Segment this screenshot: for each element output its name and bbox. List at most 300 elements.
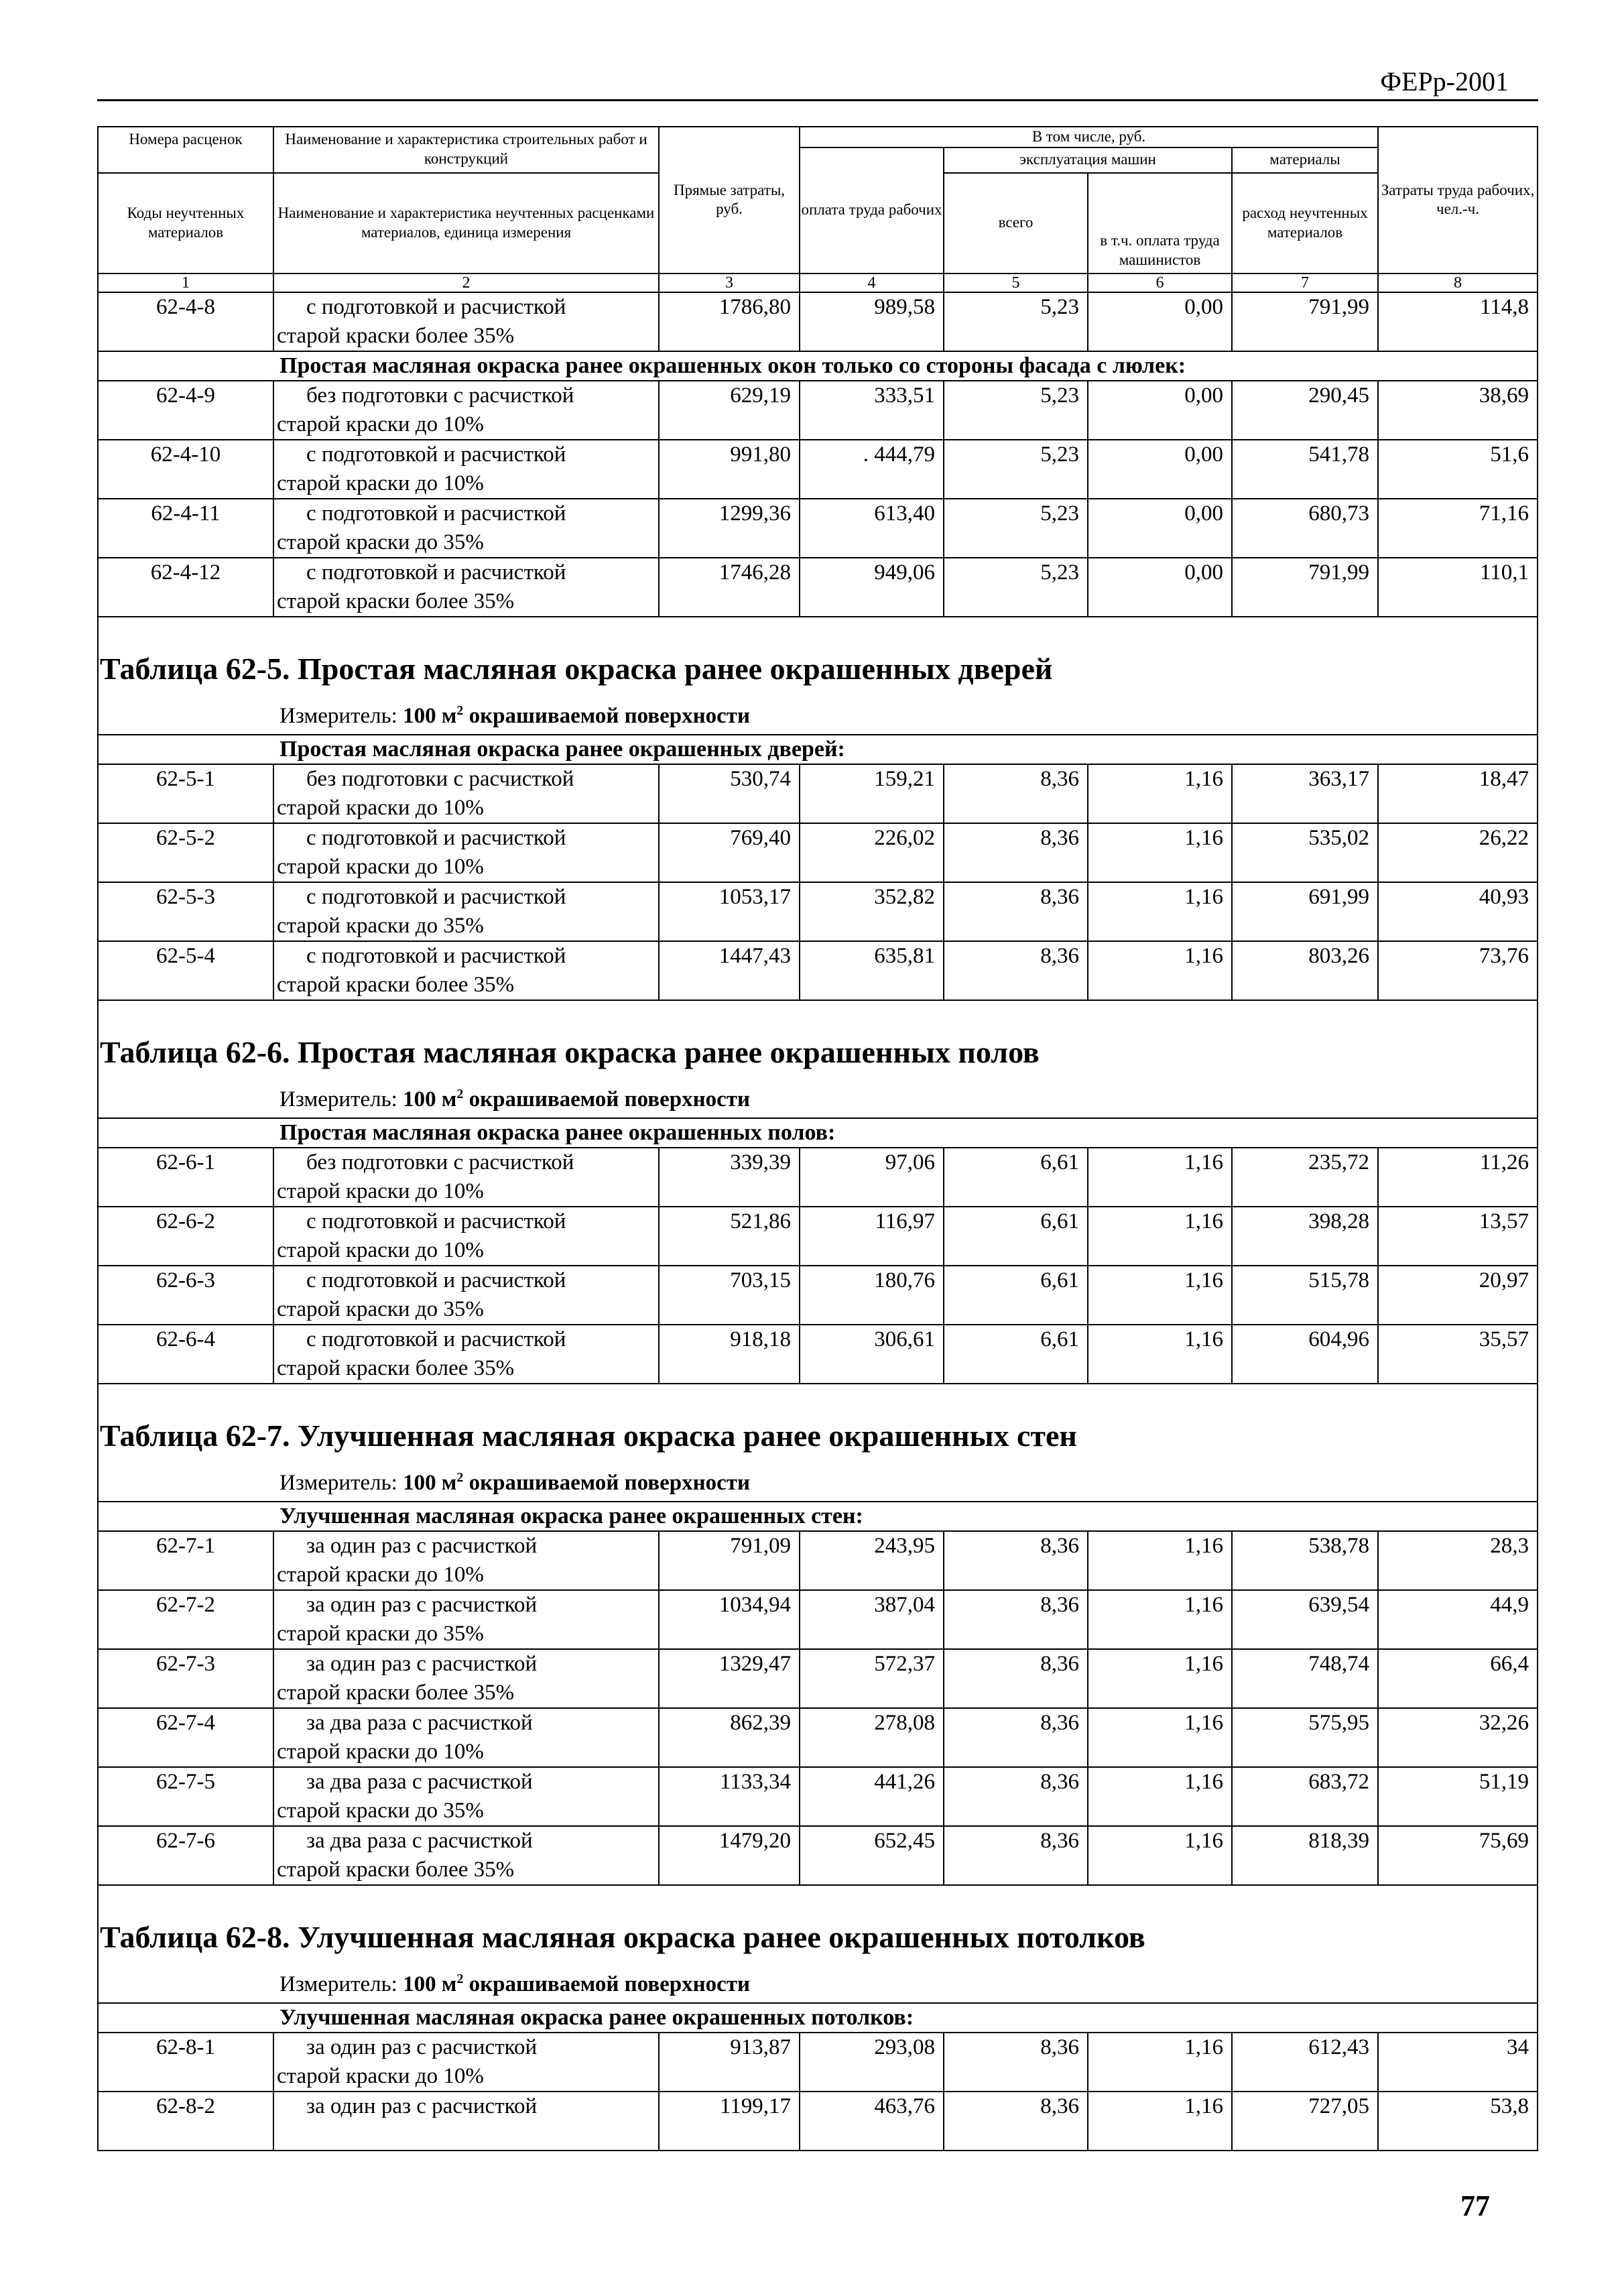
- machinist-wages: 1,16: [1088, 1266, 1232, 1325]
- labor-costs: 71,16: [1378, 499, 1538, 558]
- unit-label: Измеритель:: [279, 1087, 397, 1111]
- table-spacer: [98, 1000, 1538, 1034]
- work-description: [273, 1325, 659, 1384]
- rate-code: 62-5-1: [98, 764, 273, 823]
- work-description-line1: с подготовкой и расчисткой: [306, 560, 566, 585]
- work-description-line2: старой краски до 10%: [277, 1739, 484, 1764]
- work-description-line1: за один раз с расчисткой: [306, 1651, 538, 1676]
- unit-label: Измеритель:: [279, 1470, 397, 1495]
- section-heading-row: [98, 1502, 1538, 1531]
- direct-costs: 918,18: [659, 1325, 800, 1384]
- machines-total: 5,23: [944, 381, 1088, 440]
- labor-costs: 38,69: [1378, 381, 1538, 440]
- work-description: [273, 2033, 659, 2092]
- work-description-line1: за два раза с расчисткой: [306, 1710, 533, 1735]
- section-heading: Простая масляная окраска ранее окрашенных дверей:: [98, 735, 1538, 764]
- materials: 604,96: [1232, 1325, 1378, 1384]
- work-description-line1: с подготовкой и расчисткой: [306, 501, 566, 526]
- direct-costs: 1746,28: [659, 558, 800, 617]
- col-num: 2: [273, 274, 659, 292]
- work-description: [273, 2092, 659, 2151]
- table-title-row: [98, 1034, 1538, 1087]
- col-name-top: Наименование и характеристика строительных работ и конструкций: [273, 127, 659, 173]
- machines-total: 8,36: [944, 764, 1088, 823]
- col-labor: Затраты труда рабочих, чел.-ч.: [1378, 127, 1538, 274]
- materials: 818,39: [1232, 1826, 1378, 1885]
- table-row: [98, 1708, 1538, 1767]
- work-description-line1: за один раз с расчисткой: [306, 2094, 538, 2118]
- col-code-bottom: Коды неучтенных материалов: [98, 173, 273, 274]
- rate-code: 62-4-8: [98, 292, 273, 351]
- machinist-wages: 1,16: [1088, 1207, 1232, 1266]
- work-description-line2: старой краски до 10%: [277, 2063, 484, 2088]
- labor-costs: 32,26: [1378, 1708, 1538, 1767]
- direct-costs: 913,87: [659, 2033, 800, 2092]
- section-heading-row: [98, 1118, 1538, 1148]
- table-spacer-row: [98, 1000, 1538, 1034]
- materials: 803,26: [1232, 941, 1378, 1000]
- machines-total: 8,36: [944, 2033, 1088, 2092]
- col-direct: Прямые затраты, руб.: [659, 127, 800, 274]
- labor-costs: 26,22: [1378, 823, 1538, 882]
- work-description-line1: с подготовкой и расчисткой: [306, 1268, 566, 1292]
- worker-wages: 116,97: [800, 1207, 944, 1266]
- work-description: [273, 1148, 659, 1207]
- unit-sup: 2: [456, 1086, 464, 1101]
- machinist-wages: 1,16: [1088, 1531, 1232, 1590]
- table-row: [98, 499, 1538, 558]
- table-row: [98, 823, 1538, 882]
- rate-code: 62-8-1: [98, 2033, 273, 2092]
- work-description: [273, 1767, 659, 1826]
- table-row: [98, 2033, 1538, 2092]
- worker-wages: 949,06: [800, 558, 944, 617]
- col-num: 6: [1088, 274, 1232, 292]
- rate-code: 62-7-2: [98, 1590, 273, 1649]
- table-spacer: [98, 1384, 1538, 1418]
- work-description-line1: за два раза с расчисткой: [306, 1769, 533, 1794]
- col-num: 4: [800, 274, 944, 292]
- work-description: [273, 764, 659, 823]
- table-row: [98, 381, 1538, 440]
- machines-total: 5,23: [944, 558, 1088, 617]
- labor-costs: 35,57: [1378, 1325, 1538, 1384]
- price-table: [97, 126, 1538, 2151]
- work-description-line2: старой краски до 35%: [277, 1621, 484, 1646]
- work-description: [273, 1590, 659, 1649]
- rate-code: 62-7-1: [98, 1531, 273, 1590]
- measurement-unit: [98, 1470, 1538, 1502]
- col-machines: эксплуатация машин: [944, 147, 1232, 173]
- section-heading: Простая масляная окраска ранее окрашенных окон только со стороны фасада с люлек:: [98, 351, 1538, 381]
- unit-rest: окрашиваемой поверхности: [463, 1470, 751, 1495]
- section-heading: Улучшенная масляная окраска ранее окрашенных стен:: [98, 1502, 1538, 1531]
- measurement-unit-row: [98, 1972, 1538, 2003]
- table-title-row: [98, 651, 1538, 703]
- table-row: [98, 440, 1538, 499]
- col-machines-total: всего: [944, 173, 1088, 274]
- labor-costs: 11,26: [1378, 1148, 1538, 1207]
- labor-costs: 28,3: [1378, 1531, 1538, 1590]
- column-numbers-row: [98, 274, 1538, 292]
- machines-total: 5,23: [944, 499, 1088, 558]
- table-spacer: [98, 617, 1538, 651]
- work-description-line2: старой краски до 35%: [277, 913, 484, 938]
- machines-total: 8,36: [944, 941, 1088, 1000]
- materials: 575,95: [1232, 1708, 1378, 1767]
- measurement-unit: [98, 1972, 1538, 2003]
- work-description-line1: с подготовкой и расчисткой: [306, 825, 566, 850]
- rate-code: 62-6-2: [98, 1207, 273, 1266]
- work-description-line1: с подготовкой и расчисткой: [306, 884, 566, 909]
- work-description: [273, 1826, 659, 1885]
- work-description-line1: без подготовки с расчисткой: [306, 766, 574, 791]
- machinist-wages: 1,16: [1088, 2092, 1232, 2151]
- work-description-line2: старой краски до 10%: [277, 1562, 484, 1587]
- unit-rest: окрашиваемой поверхности: [463, 703, 751, 728]
- direct-costs: 862,39: [659, 1708, 800, 1767]
- col-machines-wages: в т.ч. оплата труда машинистов: [1088, 173, 1232, 274]
- labor-costs: 110,1: [1378, 558, 1538, 617]
- work-description-line2: старой краски до 10%: [277, 1237, 484, 1262]
- worker-wages: 97,06: [800, 1148, 944, 1207]
- table-spacer-row: [98, 1384, 1538, 1418]
- col-num: 5: [944, 274, 1088, 292]
- unit-sup: 2: [456, 703, 464, 718]
- section-heading: Простая масляная окраска ранее окрашенных полов:: [98, 1118, 1538, 1148]
- table-row: [98, 941, 1538, 1000]
- work-description-line1: с подготовкой и расчисткой: [306, 1209, 566, 1233]
- col-materials: материалы: [1232, 147, 1378, 173]
- machinist-wages: 0,00: [1088, 499, 1232, 558]
- work-description: [273, 440, 659, 499]
- table-row: [98, 558, 1538, 617]
- work-description-line1: с подготовкой и расчисткой: [306, 943, 566, 968]
- machines-total: 5,23: [944, 440, 1088, 499]
- work-description-line2: старой краски более 35%: [277, 1857, 515, 1882]
- table-row: [98, 764, 1538, 823]
- unit-rest: окрашиваемой поверхности: [463, 1972, 751, 1996]
- machinist-wages: 1,16: [1088, 1826, 1232, 1885]
- materials: 612,43: [1232, 2033, 1378, 2092]
- section-heading-row: [98, 735, 1538, 764]
- labor-costs: 66,4: [1378, 1649, 1538, 1708]
- work-description-line1: за один раз с расчисткой: [306, 1592, 538, 1617]
- machines-total: 6,61: [944, 1207, 1088, 1266]
- work-description: [273, 882, 659, 941]
- work-description: [273, 1649, 659, 1708]
- measurement-unit-row: [98, 1470, 1538, 1502]
- table-row: [98, 1207, 1538, 1266]
- machines-total: 8,36: [944, 823, 1088, 882]
- work-description-line2: старой краски более 35%: [277, 1355, 515, 1380]
- table-spacer: [98, 1885, 1538, 1919]
- col-num: 1: [98, 274, 273, 292]
- section-heading-row: [98, 351, 1538, 381]
- unit-value: 100 м: [403, 1470, 457, 1495]
- worker-wages: 306,61: [800, 1325, 944, 1384]
- machines-total: 8,36: [944, 1590, 1088, 1649]
- machinist-wages: 1,16: [1088, 941, 1232, 1000]
- direct-costs: 1447,43: [659, 941, 800, 1000]
- direct-costs: 1199,17: [659, 2092, 800, 2151]
- rate-code: 62-7-6: [98, 1826, 273, 1885]
- col-code-top: Номера расценок: [98, 127, 273, 173]
- labor-costs: 73,76: [1378, 941, 1538, 1000]
- col-wages: оплата труда рабочих: [800, 147, 944, 274]
- worker-wages: 635,81: [800, 941, 944, 1000]
- table-row: [98, 1148, 1538, 1207]
- rate-code: 62-4-9: [98, 381, 273, 440]
- worker-wages: 441,26: [800, 1767, 944, 1826]
- labor-costs: 18,47: [1378, 764, 1538, 823]
- machinist-wages: 1,16: [1088, 1148, 1232, 1207]
- machinist-wages: 1,16: [1088, 1590, 1232, 1649]
- materials: 235,72: [1232, 1148, 1378, 1207]
- worker-wages: 989,58: [800, 292, 944, 351]
- materials: 538,78: [1232, 1531, 1378, 1590]
- direct-costs: 1053,17: [659, 882, 800, 941]
- work-description-line2: старой краски до 35%: [277, 1296, 484, 1321]
- machinist-wages: 0,00: [1088, 292, 1232, 351]
- col-name-bottom: Наименование и характеристика неучтенных расценками материалов, единица измерения: [273, 173, 659, 274]
- work-description-line2: старой краски до 35%: [277, 1798, 484, 1823]
- work-description: [273, 499, 659, 558]
- col-materials-cons: расход неучтенных материалов: [1232, 173, 1378, 274]
- materials: 363,17: [1232, 764, 1378, 823]
- rate-code: 62-5-2: [98, 823, 273, 882]
- unit-rest: окрашиваемой поверхности: [463, 1087, 751, 1111]
- materials: 639,54: [1232, 1590, 1378, 1649]
- direct-costs: 1786,80: [659, 292, 800, 351]
- work-description: [273, 1266, 659, 1325]
- machines-total: 8,36: [944, 1826, 1088, 1885]
- work-description: [273, 1207, 659, 1266]
- machines-total: 5,23: [944, 292, 1088, 351]
- unit-value: 100 м: [403, 1087, 457, 1111]
- work-description: [273, 823, 659, 882]
- table-row: [98, 1826, 1538, 1885]
- table-title: Таблица 62-8. Улучшенная масляная окраска ранее окрашенных потолков: [98, 1919, 1538, 1972]
- worker-wages: 226,02: [800, 823, 944, 882]
- rate-code: 62-6-4: [98, 1325, 273, 1384]
- table-spacer-row: [98, 1885, 1538, 1919]
- labor-costs: 53,8: [1378, 2092, 1538, 2151]
- measurement-unit: [98, 1087, 1538, 1118]
- worker-wages: . 444,79: [800, 440, 944, 499]
- work-description: [273, 292, 659, 351]
- machines-total: 6,61: [944, 1266, 1088, 1325]
- work-description: [273, 1531, 659, 1590]
- direct-costs: 1133,34: [659, 1767, 800, 1826]
- unit-label: Измеритель:: [279, 1972, 397, 1996]
- work-description-line1: за два раза с расчисткой: [306, 1828, 533, 1853]
- document-code: ФЕРр-2001: [1380, 66, 1509, 97]
- table-row: [98, 1590, 1538, 1649]
- machines-total: 6,61: [944, 1148, 1088, 1207]
- labor-costs: 34: [1378, 2033, 1538, 2092]
- table-title-row: [98, 1418, 1538, 1470]
- work-description-line2: старой краски до 10%: [277, 854, 484, 879]
- direct-costs: 1299,36: [659, 499, 800, 558]
- labor-costs: 13,57: [1378, 1207, 1538, 1266]
- worker-wages: 463,76: [800, 2092, 944, 2151]
- machines-total: 8,36: [944, 1767, 1088, 1826]
- machinist-wages: 1,16: [1088, 2033, 1232, 2092]
- rate-code: 62-8-2: [98, 2092, 273, 2151]
- materials: 791,99: [1232, 292, 1378, 351]
- rate-code: 62-5-3: [98, 882, 273, 941]
- machinist-wages: 0,00: [1088, 440, 1232, 499]
- rate-code: 62-7-3: [98, 1649, 273, 1708]
- rate-code: 62-5-4: [98, 941, 273, 1000]
- work-description-line2: старой краски более 35%: [277, 1680, 515, 1705]
- work-description-line2: старой краски до 10%: [277, 795, 484, 820]
- worker-wages: 613,40: [800, 499, 944, 558]
- col-num: 7: [1232, 274, 1378, 292]
- rate-code: 62-6-1: [98, 1148, 273, 1207]
- table-row: [98, 292, 1538, 351]
- table-row: [98, 1767, 1538, 1826]
- machinist-wages: 1,16: [1088, 882, 1232, 941]
- work-description-line1: с подготовкой и расчисткой: [306, 1327, 566, 1351]
- rate-code: 62-4-12: [98, 558, 273, 617]
- measurement-unit: [98, 703, 1538, 735]
- labor-costs: 20,97: [1378, 1266, 1538, 1325]
- materials: 791,99: [1232, 558, 1378, 617]
- worker-wages: 652,45: [800, 1826, 944, 1885]
- table-row: [98, 1325, 1538, 1384]
- work-description-line1: с подготовкой и расчисткой: [306, 442, 566, 467]
- worker-wages: 572,37: [800, 1649, 944, 1708]
- work-description-line2: старой краски более 35%: [277, 323, 515, 348]
- labor-costs: 75,69: [1378, 1826, 1538, 1885]
- work-description-line1: с подготовкой и расчисткой: [306, 294, 566, 319]
- materials: 515,78: [1232, 1266, 1378, 1325]
- machinist-wages: 0,00: [1088, 558, 1232, 617]
- work-description-line2: старой краски до 35%: [277, 530, 484, 554]
- direct-costs: 769,40: [659, 823, 800, 882]
- machines-total: 8,36: [944, 882, 1088, 941]
- rate-code: 62-4-11: [98, 499, 273, 558]
- table-row: [98, 1531, 1538, 1590]
- worker-wages: 293,08: [800, 2033, 944, 2092]
- materials: 398,28: [1232, 1207, 1378, 1266]
- table-row: [98, 882, 1538, 941]
- machinist-wages: 0,00: [1088, 381, 1232, 440]
- work-description-line1: без подготовки с расчисткой: [306, 383, 574, 408]
- materials: 691,99: [1232, 882, 1378, 941]
- worker-wages: 352,82: [800, 882, 944, 941]
- work-description-line2: старой краски до 10%: [277, 412, 484, 436]
- table-title-row: [98, 1919, 1538, 1972]
- machines-total: 8,36: [944, 1708, 1088, 1767]
- machinist-wages: 1,16: [1088, 1708, 1232, 1767]
- col-num: 8: [1378, 274, 1538, 292]
- table-title: Таблица 62-5. Простая масляная окраска ранее окрашенных дверей: [98, 651, 1538, 703]
- machines-total: 8,36: [944, 2092, 1088, 2151]
- table-row: [98, 2092, 1538, 2151]
- rate-code: 62-4-10: [98, 440, 273, 499]
- worker-wages: 243,95: [800, 1531, 944, 1590]
- unit-label: Измеритель:: [279, 703, 397, 728]
- direct-costs: 530,74: [659, 764, 800, 823]
- unit-sup: 2: [456, 1469, 464, 1485]
- materials: 680,73: [1232, 499, 1378, 558]
- table-spacer-row: [98, 617, 1538, 651]
- work-description-line1: за один раз с расчисткой: [306, 1533, 538, 1558]
- direct-costs: 703,15: [659, 1266, 800, 1325]
- work-description-line2: старой краски до 10%: [277, 471, 484, 495]
- machinist-wages: 1,16: [1088, 1649, 1232, 1708]
- labor-costs: 51,6: [1378, 440, 1538, 499]
- col-incl: В том числе, руб.: [800, 127, 1378, 147]
- work-description: [273, 941, 659, 1000]
- work-description: [273, 1708, 659, 1767]
- materials: 535,02: [1232, 823, 1378, 882]
- worker-wages: 180,76: [800, 1266, 944, 1325]
- work-description: [273, 381, 659, 440]
- worker-wages: 278,08: [800, 1708, 944, 1767]
- direct-costs: 521,86: [659, 1207, 800, 1266]
- direct-costs: 1479,20: [659, 1826, 800, 1885]
- direct-costs: 629,19: [659, 381, 800, 440]
- labor-costs: 44,9: [1378, 1590, 1538, 1649]
- unit-sup: 2: [456, 1971, 464, 1986]
- rate-code: 62-7-4: [98, 1708, 273, 1767]
- machinist-wages: 1,16: [1088, 823, 1232, 882]
- unit-value: 100 м: [403, 1972, 457, 1996]
- worker-wages: 159,21: [800, 764, 944, 823]
- labor-costs: 114,8: [1378, 292, 1538, 351]
- work-description-line1: за один раз с расчисткой: [306, 2035, 538, 2059]
- direct-costs: 791,09: [659, 1531, 800, 1590]
- rate-code: 62-7-5: [98, 1767, 273, 1826]
- work-description-line1: без подготовки с расчисткой: [306, 1150, 574, 1174]
- header-rule: [97, 99, 1538, 101]
- materials: 290,45: [1232, 381, 1378, 440]
- col-num: 3: [659, 274, 800, 292]
- rate-code: 62-6-3: [98, 1266, 273, 1325]
- machinist-wages: 1,16: [1088, 1767, 1232, 1826]
- work-description: [273, 558, 659, 617]
- table-title: Таблица 62-6. Простая масляная окраска ранее окрашенных полов: [98, 1034, 1538, 1087]
- work-description-line2: старой краски до 10%: [277, 1179, 484, 1203]
- work-description-line2: старой краски более 35%: [277, 972, 515, 997]
- direct-costs: 1329,47: [659, 1649, 800, 1708]
- direct-costs: 1034,94: [659, 1590, 800, 1649]
- materials: 541,78: [1232, 440, 1378, 499]
- direct-costs: 339,39: [659, 1148, 800, 1207]
- materials: 748,74: [1232, 1649, 1378, 1708]
- machines-total: 6,61: [944, 1325, 1088, 1384]
- machines-total: 8,36: [944, 1531, 1088, 1590]
- materials: 727,05: [1232, 2092, 1378, 2151]
- worker-wages: 387,04: [800, 1590, 944, 1649]
- section-heading: Улучшенная масляная окраска ранее окрашенных потолков:: [98, 2003, 1538, 2033]
- machinist-wages: 1,16: [1088, 1325, 1232, 1384]
- machinist-wages: 1,16: [1088, 764, 1232, 823]
- direct-costs: 991,80: [659, 440, 800, 499]
- worker-wages: 333,51: [800, 381, 944, 440]
- page-number: 77: [1460, 2189, 1490, 2222]
- measurement-unit-row: [98, 703, 1538, 735]
- table-row: [98, 1649, 1538, 1708]
- table-title: Таблица 62-7. Улучшенная масляная окраска ранее окрашенных стен: [98, 1418, 1538, 1470]
- work-description-line2: старой краски более 35%: [277, 589, 515, 613]
- materials: 683,72: [1232, 1767, 1378, 1826]
- table-row: [98, 1266, 1538, 1325]
